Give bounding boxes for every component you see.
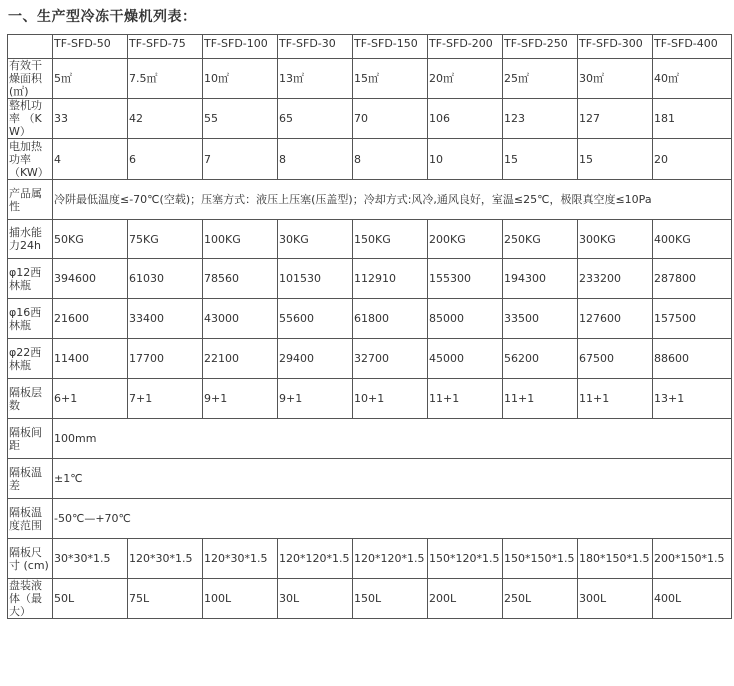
value-cell: 65 bbox=[278, 99, 353, 139]
value-cell: 30㎡ bbox=[578, 59, 653, 99]
value-cell: 127 bbox=[578, 99, 653, 139]
value-cell: 55600 bbox=[278, 299, 353, 339]
row-label: 整机功率 （KW） bbox=[8, 99, 53, 139]
value-cell: 9+1 bbox=[278, 379, 353, 419]
value-cell: 7 bbox=[203, 139, 278, 180]
model-header-cell: TF-SFD-250 bbox=[503, 35, 578, 59]
value-cell: 6 bbox=[128, 139, 203, 180]
value-cell: 32700 bbox=[353, 339, 428, 379]
value-cell: 250L bbox=[503, 579, 578, 619]
value-cell: 194300 bbox=[503, 259, 578, 299]
model-header-cell: TF-SFD-50 bbox=[53, 35, 128, 59]
model-header-cell: TF-SFD-300 bbox=[578, 35, 653, 59]
row-label: 隔板尺寸 (cm) bbox=[8, 539, 53, 579]
table-row bbox=[8, 539, 732, 579]
value-cell: 127600 bbox=[578, 299, 653, 339]
value-cell: 25㎡ bbox=[503, 59, 578, 99]
merged-value-cell: ±1℃ bbox=[53, 459, 732, 499]
value-cell: 45000 bbox=[428, 339, 503, 379]
value-cell: 101530 bbox=[278, 259, 353, 299]
value-cell: 85000 bbox=[428, 299, 503, 339]
value-cell: 21600 bbox=[53, 299, 128, 339]
value-cell: 61030 bbox=[128, 259, 203, 299]
value-cell: 10 bbox=[428, 139, 503, 180]
value-cell: 11+1 bbox=[578, 379, 653, 419]
value-cell: 150L bbox=[353, 579, 428, 619]
value-cell: 300L bbox=[578, 579, 653, 619]
table-row bbox=[8, 339, 732, 379]
value-cell: 112910 bbox=[353, 259, 428, 299]
value-cell: 8 bbox=[278, 139, 353, 180]
value-cell: 33400 bbox=[128, 299, 203, 339]
value-cell: 30*30*1.5 bbox=[53, 539, 128, 579]
value-cell: 11+1 bbox=[503, 379, 578, 419]
value-cell: 250KG bbox=[503, 220, 578, 259]
value-cell: 10㎡ bbox=[203, 59, 278, 99]
value-cell: 29400 bbox=[278, 339, 353, 379]
merged-value-cell: -50℃—+70℃ bbox=[53, 499, 732, 539]
row-label: 捕水能力24h bbox=[8, 220, 53, 259]
value-cell: 30L bbox=[278, 579, 353, 619]
value-cell: 33 bbox=[53, 99, 128, 139]
value-cell: 150*120*1.5 bbox=[428, 539, 503, 579]
value-cell: 30KG bbox=[278, 220, 353, 259]
value-cell: 7+1 bbox=[128, 379, 203, 419]
header-row bbox=[8, 35, 732, 59]
row-label: φ12西林瓶 bbox=[8, 259, 53, 299]
value-cell: 100L bbox=[203, 579, 278, 619]
row-label: 隔板温度范围 bbox=[8, 499, 53, 539]
row-label: 盘装液体（最大） bbox=[8, 579, 53, 619]
value-cell: 400L bbox=[653, 579, 732, 619]
value-cell: 200L bbox=[428, 579, 503, 619]
value-cell: 70 bbox=[353, 99, 428, 139]
value-cell: 67500 bbox=[578, 339, 653, 379]
value-cell: 287800 bbox=[653, 259, 732, 299]
value-cell: 40㎡ bbox=[653, 59, 732, 99]
row-label: 隔板温差 bbox=[8, 459, 53, 499]
value-cell: 120*120*1.5 bbox=[353, 539, 428, 579]
corner-cell bbox=[8, 35, 53, 59]
row-label: 产品属性 bbox=[8, 180, 53, 220]
value-cell: 120*30*1.5 bbox=[203, 539, 278, 579]
value-cell: 6+1 bbox=[53, 379, 128, 419]
value-cell: 180*150*1.5 bbox=[578, 539, 653, 579]
value-cell: 13㎡ bbox=[278, 59, 353, 99]
value-cell: 55 bbox=[203, 99, 278, 139]
value-cell: 17700 bbox=[128, 339, 203, 379]
value-cell: 20㎡ bbox=[428, 59, 503, 99]
value-cell: 11400 bbox=[53, 339, 128, 379]
row-label: φ16西林瓶 bbox=[8, 299, 53, 339]
value-cell: 106 bbox=[428, 99, 503, 139]
value-cell: 13+1 bbox=[653, 379, 732, 419]
value-cell: 120*120*1.5 bbox=[278, 539, 353, 579]
value-cell: 233200 bbox=[578, 259, 653, 299]
value-cell: 150*150*1.5 bbox=[503, 539, 578, 579]
page-title: 一、生产型冷冻干燥机列表： bbox=[8, 9, 197, 25]
value-cell: 50L bbox=[53, 579, 128, 619]
table-row bbox=[8, 220, 732, 259]
table-row bbox=[8, 180, 732, 220]
value-cell: 75L bbox=[128, 579, 203, 619]
table-row bbox=[8, 379, 732, 419]
row-label: 有效干燥面积(㎡) bbox=[8, 59, 53, 99]
value-cell: 157500 bbox=[653, 299, 732, 339]
value-cell: 9+1 bbox=[203, 379, 278, 419]
value-cell: 22100 bbox=[203, 339, 278, 379]
table-row bbox=[8, 459, 732, 499]
value-cell: 150KG bbox=[353, 220, 428, 259]
value-cell: 33500 bbox=[503, 299, 578, 339]
row-label: 电加热功率 （KW） bbox=[8, 139, 53, 180]
merged-value-cell: 100mm bbox=[53, 419, 732, 459]
spec-table bbox=[7, 34, 732, 619]
value-cell: 4 bbox=[53, 139, 128, 180]
model-header-cell: TF-SFD-200 bbox=[428, 35, 503, 59]
value-cell: 10+1 bbox=[353, 379, 428, 419]
row-label: 隔板间距 bbox=[8, 419, 53, 459]
value-cell: 400KG bbox=[653, 220, 732, 259]
value-cell: 78560 bbox=[203, 259, 278, 299]
model-header-cell: TF-SFD-75 bbox=[128, 35, 203, 59]
table-row bbox=[8, 59, 732, 99]
value-cell: 8 bbox=[353, 139, 428, 180]
table-row bbox=[8, 579, 732, 619]
value-cell: 123 bbox=[503, 99, 578, 139]
value-cell: 20 bbox=[653, 139, 732, 180]
value-cell: 15 bbox=[503, 139, 578, 180]
value-cell: 75KG bbox=[128, 220, 203, 259]
value-cell: 155300 bbox=[428, 259, 503, 299]
model-header-cell: TF-SFD-400 bbox=[653, 35, 732, 59]
row-label: 隔板层数 bbox=[8, 379, 53, 419]
value-cell: 42 bbox=[128, 99, 203, 139]
value-cell: 100KG bbox=[203, 220, 278, 259]
table-row bbox=[8, 139, 732, 180]
value-cell: 11+1 bbox=[428, 379, 503, 419]
merged-value-cell: 冷阱最低温度≤-70℃(空载)；压塞方式：液压上压塞(压盖型)；冷却方式:风冷,通风良好，室温≤25℃，极限真空度≤10Pa bbox=[53, 180, 732, 220]
value-cell: 200*150*1.5 bbox=[653, 539, 732, 579]
value-cell: 15 bbox=[578, 139, 653, 180]
value-cell: 15㎡ bbox=[353, 59, 428, 99]
value-cell: 50KG bbox=[53, 220, 128, 259]
model-header-cell: TF-SFD-30 bbox=[278, 35, 353, 59]
value-cell: 5㎡ bbox=[53, 59, 128, 99]
value-cell: 181 bbox=[653, 99, 732, 139]
value-cell: 56200 bbox=[503, 339, 578, 379]
value-cell: 200KG bbox=[428, 220, 503, 259]
table-row bbox=[8, 299, 732, 339]
value-cell: 43000 bbox=[203, 299, 278, 339]
value-cell: 7.5㎡ bbox=[128, 59, 203, 99]
table-row bbox=[8, 419, 732, 459]
model-header-cell: TF-SFD-100 bbox=[203, 35, 278, 59]
value-cell: 88600 bbox=[653, 339, 732, 379]
model-header-cell: TF-SFD-150 bbox=[353, 35, 428, 59]
value-cell: 394600 bbox=[53, 259, 128, 299]
table-row bbox=[8, 499, 732, 539]
spec-table-body bbox=[8, 35, 732, 619]
table-row bbox=[8, 99, 732, 139]
row-label: φ22西林瓶 bbox=[8, 339, 53, 379]
value-cell: 300KG bbox=[578, 220, 653, 259]
table-row bbox=[8, 259, 732, 299]
value-cell: 61800 bbox=[353, 299, 428, 339]
value-cell: 120*30*1.5 bbox=[128, 539, 203, 579]
